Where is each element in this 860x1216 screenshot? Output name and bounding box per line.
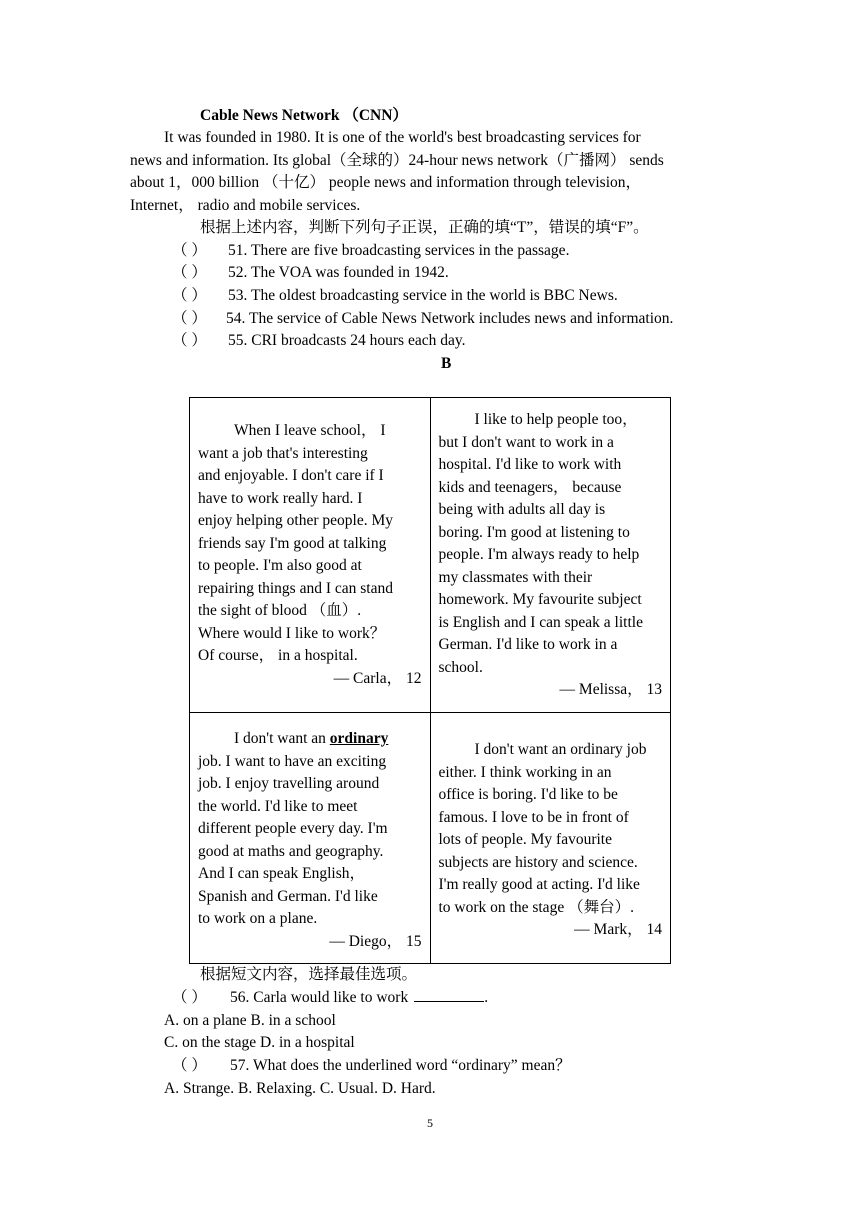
q57-options: A. Strange. B. Relaxing. C. Usual. D. Hard. [164,1080,436,1097]
text-line: job. I enjoy travelling around [198,775,380,792]
answer-blank: （ ） [172,310,207,327]
text-line: want a job that's interesting [198,444,368,462]
fill-blank-line [414,987,484,1002]
profile-cell-mark [430,713,671,964]
text-line: When I leave school， I [234,422,386,439]
question-55 [172,330,465,353]
choice-instruction: 根据短文内容，选择最佳选项。 [200,966,418,983]
signature: — Diego， 15 [329,932,422,950]
signature: — Mark， 14 [574,921,662,938]
text-line: homework. My favourite subject [438,591,642,608]
text-line: I like to help people too， [474,411,638,428]
question-text: 57. What does the underlined word “ordinary” mean？ [230,1057,571,1074]
question-text: 56. Carla would like to work [230,989,409,1006]
text-line: different people every day. I'm [198,820,388,837]
text-line: famous. I love to be in front of [438,808,629,826]
profile-cell-melissa [430,398,671,713]
text-line: hospital. I'd like to work with [438,456,622,473]
answer-blank: （ ） [172,242,207,259]
text-line: boring. I'm good at listening to [438,523,630,541]
answer-blank: （ ） [172,287,207,304]
section-b-heading: B [441,355,452,372]
profile-cell-diego [190,713,431,964]
question-text: 55. CRI broadcasts 24 hours each day. [228,332,466,349]
question-56 [172,987,488,1010]
text-line: Spanish and German. I'd like [198,887,378,905]
question-51 [172,240,569,263]
q56-options-row-2: C. on the stage D. in a hospital [164,1034,355,1051]
profiles-table [189,397,671,964]
text-line: the world. I'd like to meet [198,797,358,815]
text-line: but I don't want to work in a [438,433,614,451]
text-line: either. I think working in an [438,763,612,781]
text-line: kids and teenagers， because [438,478,622,496]
profile-cell-carla [190,398,431,713]
question-text: 51. There are five broadcasting services in the passage. [228,242,570,259]
question-end: . [484,989,489,1006]
text-line: to people. I'm also good at [198,557,362,574]
q56-options-row-1: A. on a plane B. in a school [164,1012,336,1029]
text-line: German. I'd like to work in a [438,636,618,653]
text-line: And I can speak English， [198,865,366,882]
text-line: job. I want to have an exciting [198,752,387,770]
text-line: lots of people. My favourite [438,831,612,848]
answer-blank: （ ） [172,332,207,349]
text-line: to work on the stage （舞台）. [438,898,634,916]
text-line: the sight of blood （血）. [198,602,362,619]
answer-blank: （ ） [172,264,207,281]
passage-paragraph [130,127,730,217]
text-line: to work on a plane. [198,910,318,927]
text-line: is English and I can speak a little [438,613,643,631]
page-number: 5 [427,1116,433,1130]
text-line: Where would I like to work？ [198,624,386,642]
answer-blank: （ ） [172,1057,207,1074]
text-line: have to work really hard. I [198,489,363,507]
question-57 [172,1055,571,1078]
text-line: people. I'm always ready to help [438,546,640,563]
text-line: Of course， in a hospital. [198,647,358,664]
paragraph-line: news and information. Its global（全球的）24-hour news network（广播网） sends [130,151,664,169]
text-prefix: I don't want an [234,730,330,747]
text-line: my classmates with their [438,568,593,586]
question-text: 54. The service of Cable News Network includes news and information. [226,310,674,327]
text-line: and enjoyable. I don't care if I [198,467,384,484]
paragraph-line: Internet， radio and mobile services. [130,196,361,214]
question-52 [172,262,449,285]
text-line: enjoy helping other people. My [198,512,393,529]
true-false-instruction: 根据上述内容，判断下列句子正误，正确的填“T”，错误的填“F”。 [200,219,649,236]
answer-blank: （ ） [172,989,207,1006]
passage-title: Cable News Network （CNN） [200,107,408,124]
signature: — Melissa， 13 [559,681,662,698]
text-line: repairing things and I can stand [198,579,393,597]
signature: — Carla， 12 [333,669,422,687]
text-line: office is boring. I'd like to be [438,786,618,803]
text-line: friends say I'm good at talking [198,534,387,552]
paragraph-line: about 1，000 billion （十亿） people news and information through television， [130,174,642,191]
question-54 [172,308,673,331]
text-line: subjects are history and science. [438,853,638,871]
text-line: being with adults all day is [438,501,606,518]
paragraph-line: It was founded in 1980. It is one of the world's best broadcasting services for [164,129,641,146]
text-line: I'm really good at acting. I'd like [438,876,640,893]
text-line: I don't want an ordinary job [474,741,647,758]
underlined-word: ordinary [329,730,389,747]
question-53 [172,285,618,308]
text-line: school. [438,658,483,676]
question-text: 52. The VOA was founded in 1942. [228,264,449,281]
question-text: 53. The oldest broadcasting service in the world is BBC News. [228,287,618,304]
text-line: good at maths and geography. [198,842,384,860]
text-line [198,728,422,751]
